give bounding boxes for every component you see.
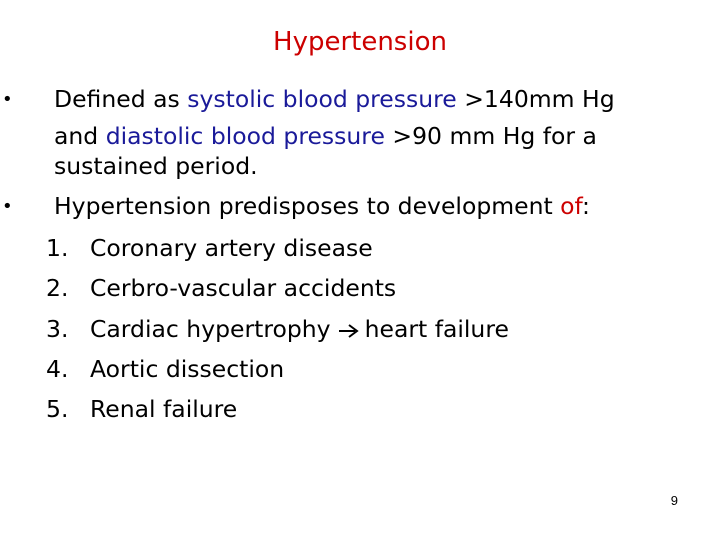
bullet-dot-icon: • (2, 89, 13, 110)
list-number: 3. (46, 315, 69, 343)
bullet-dot-icon: • (2, 196, 13, 217)
slide-title: Hypertension (273, 27, 447, 57)
list-item: Cerbro-vascular accidents (90, 274, 397, 302)
bullet1-line2 (54, 122, 597, 150)
list-item (90, 315, 509, 345)
list-item: Aortic dissection (90, 355, 285, 383)
right-arrow-icon (337, 317, 361, 345)
text-diastolic: diastolic blood pressure (105, 122, 385, 150)
text-systolic: systolic blood pressure (187, 85, 457, 113)
text-90: >90 mm Hg for a (384, 122, 597, 150)
text-defined-as: Defined as (54, 85, 188, 113)
text-predisposes: Hypertension predisposes to development (54, 192, 561, 220)
list-item: Coronary artery disease (90, 234, 373, 262)
text-of: of (560, 192, 582, 220)
text-heart-failure: heart failure (364, 315, 509, 343)
list-item: Renal failure (90, 395, 238, 423)
list-number: 4. (46, 355, 69, 383)
text-cardiac-hypertrophy: Cardiac hypertrophy (90, 315, 331, 343)
bullet2-line (54, 192, 590, 220)
text-and: and (54, 122, 106, 150)
text-140: >140mm Hg (456, 85, 615, 113)
list-number: 1. (46, 234, 69, 262)
bullet1-line3: sustained period. (54, 152, 258, 180)
list-number: 2. (46, 274, 69, 302)
list-number: 5. (46, 395, 69, 423)
text-colon: : (582, 192, 590, 220)
bullet1-line1 (54, 85, 615, 113)
page-number: 9 (670, 493, 678, 508)
